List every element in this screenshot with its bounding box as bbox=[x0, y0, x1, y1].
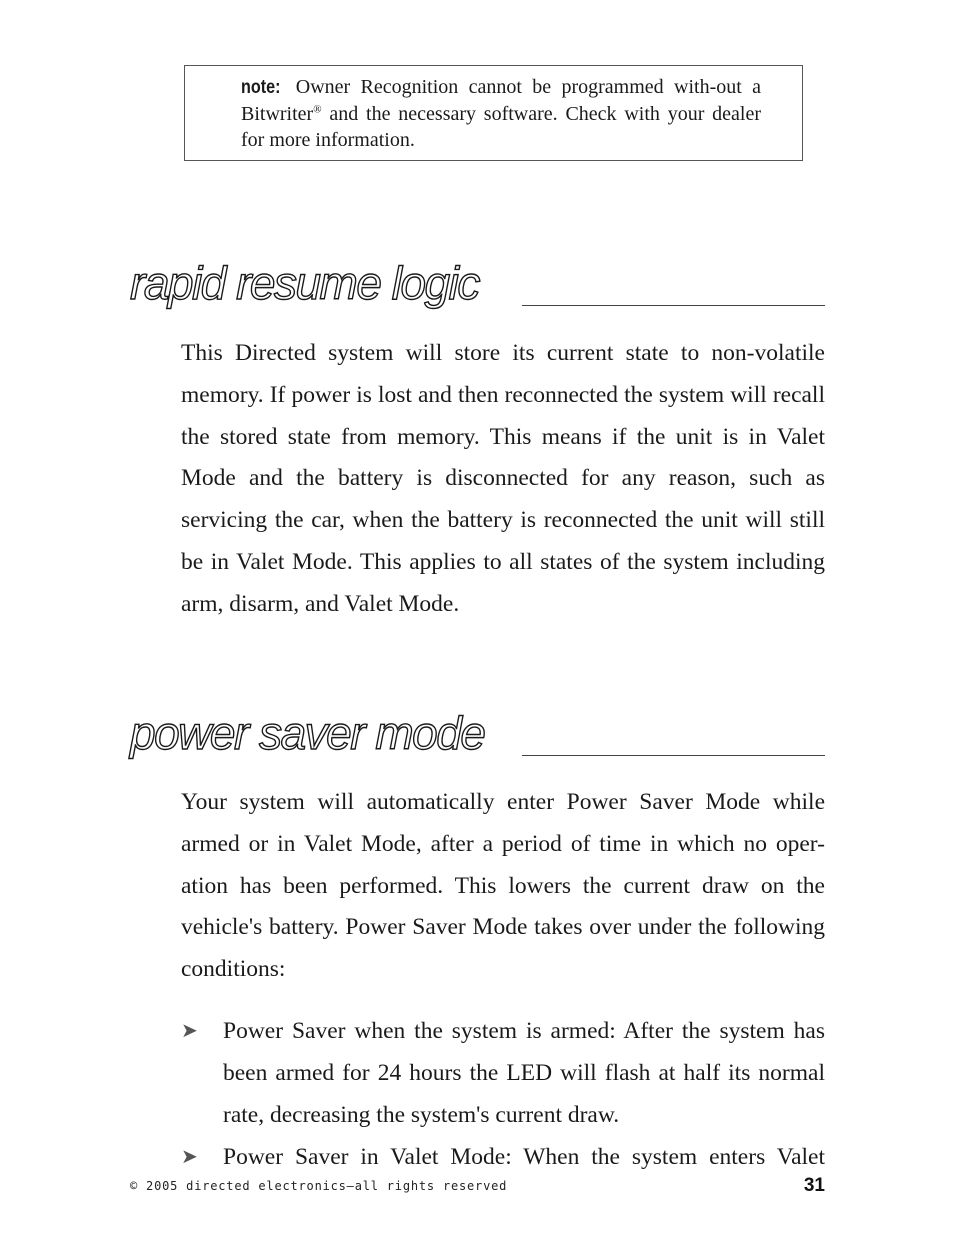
note-text bbox=[241, 74, 761, 153]
list-item-text: Power Saver when the system is armed: After the system has been armed for 24 hours the LED will flash at half its normal rate, decreasing the system's current draw. bbox=[223, 1018, 825, 1128]
list-item-text: Power Saver in Valet Mode: When the system enters Valet bbox=[223, 1144, 825, 1170]
bullet-arrow-icon: ➤ bbox=[181, 1020, 198, 1042]
section-heading-power-saver bbox=[130, 696, 825, 759]
bullet-arrow-icon: ➤ bbox=[181, 1146, 198, 1168]
heading-rule bbox=[522, 305, 825, 306]
note-box bbox=[184, 65, 803, 161]
note-label: note: bbox=[241, 77, 281, 98]
footer-copyright: © 2005 directed electronics—all rights reserved bbox=[130, 1179, 508, 1193]
section-heading-rapid-resume bbox=[130, 246, 825, 309]
registered-mark: ® bbox=[313, 103, 322, 116]
section-title: rapid resume logic bbox=[130, 257, 479, 309]
heading-rule bbox=[522, 755, 825, 756]
rapid-resume-paragraph: This Directed system will store its current state to non-volatile memory. If power is lost and then reconnected the system will recall the stored state from memory. This means if the unit is in Valet Mode and the battery is disconnected for any reason, such as servicing the car, when the battery is reconnected the unit will still be in Valet Mode. This applies to all states of the system including arm, disarm, and Valet Mode. bbox=[181, 340, 825, 617]
power-saver-paragraph: Your system will automatically enter Power Saver Mode while armed or in Valet Mode, after a period of time in which no oper-ation has been performed. This lowers the current draw on the vehicle's battery. Power Saver Mode takes over under the following conditions: bbox=[181, 789, 825, 983]
page-number: 31 bbox=[803, 1175, 825, 1196]
note-text-part1: Owner Recognition cannot be programmed with-out a Bitwriter bbox=[241, 76, 761, 125]
note-text-part2: and the necessary software. Check with your dealer for more information. bbox=[241, 103, 761, 151]
section-title: power saver mode bbox=[130, 707, 485, 759]
